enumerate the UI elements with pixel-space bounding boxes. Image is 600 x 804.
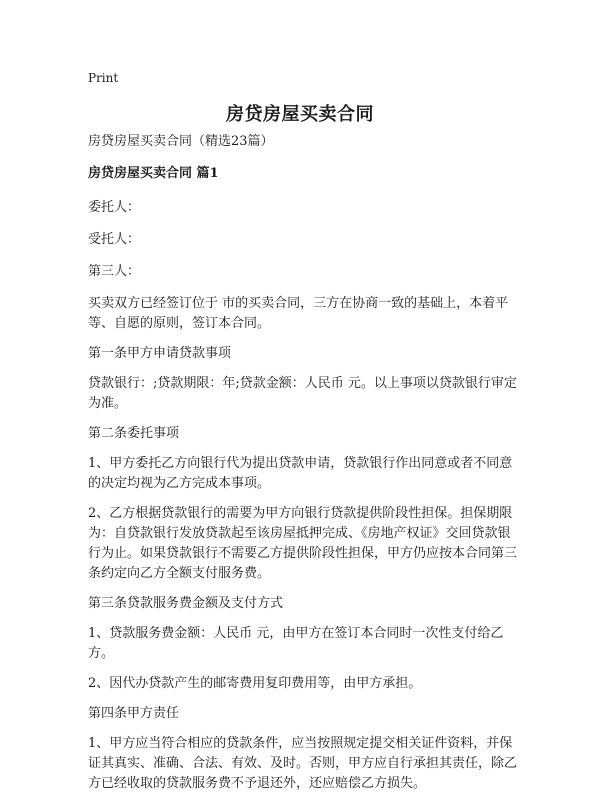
article-3-heading: 第三条贷款服务费金额及支付方式 [88,596,284,611]
print-link[interactable]: Print [88,71,119,85]
article-1-body: 贷款银行：;贷款期限：年;贷款金额：人民币 元。以上事项以贷款银行审定为准。 [88,376,517,411]
article-2-item-2: 2、乙方根据贷款银行的需要为甲方向银行贷款提供阶段性担保。担保期限为：自贷款银行发放贷款起至该房屋抵押完成、《房地产权证》交回贷款银行为止。如果贷款银行不需要乙方提供阶段性担保，甲方仍应按本合同第三条约定向乙方全额支付服务费。 [88,506,518,581]
article-3-item-2: 2、因代办贷款产生的邮寄费用复印费用等，由甲方承担。 [88,676,422,691]
article-1-heading: 第一条甲方申请贷款事项 [88,346,232,361]
intro-paragraph: 买卖双方已经签订位于 市的买卖合同，三方在协商一致的基础上，本着平等、自愿的原则，签订本合同。 [88,296,509,331]
party-third-label: 第三人： [88,264,141,279]
document-title: 房贷房屋买卖合同 [226,104,374,125]
article-3-item-1: 1、贷款服务费金额：人民币 元，由甲方在签订本合同时一次性支付给乙方。 [88,626,504,661]
article-2-item-1: 1、甲方委托乙方向银行代为提出贷款申请，贷款银行作出同意或者不同意的决定均视为乙方完成本事项。 [88,456,513,491]
article-4-heading: 第四条甲方责任 [88,706,180,721]
document-body [88,132,520,804]
party-entrusting-label: 委托人： [88,200,141,215]
section-heading: 房贷房屋买卖合同 篇1 [88,166,219,181]
article-2-heading: 第二条委托事项 [88,426,180,441]
article-4-item-1: 1、甲方应当符合相应的贷款条件，应当按照规定提交相关证件资料，并保证其真实、准确、合法、有效、及时。否则，甲方应自行承担其责任，除乙方已经收取的贷款服务费不予退还外，还应赔偿乙方损失。 [88,736,518,791]
document-subtitle: 房贷房屋买卖合同（精选23篇） [88,134,274,149]
party-entrusted-label: 受托人： [88,232,141,247]
